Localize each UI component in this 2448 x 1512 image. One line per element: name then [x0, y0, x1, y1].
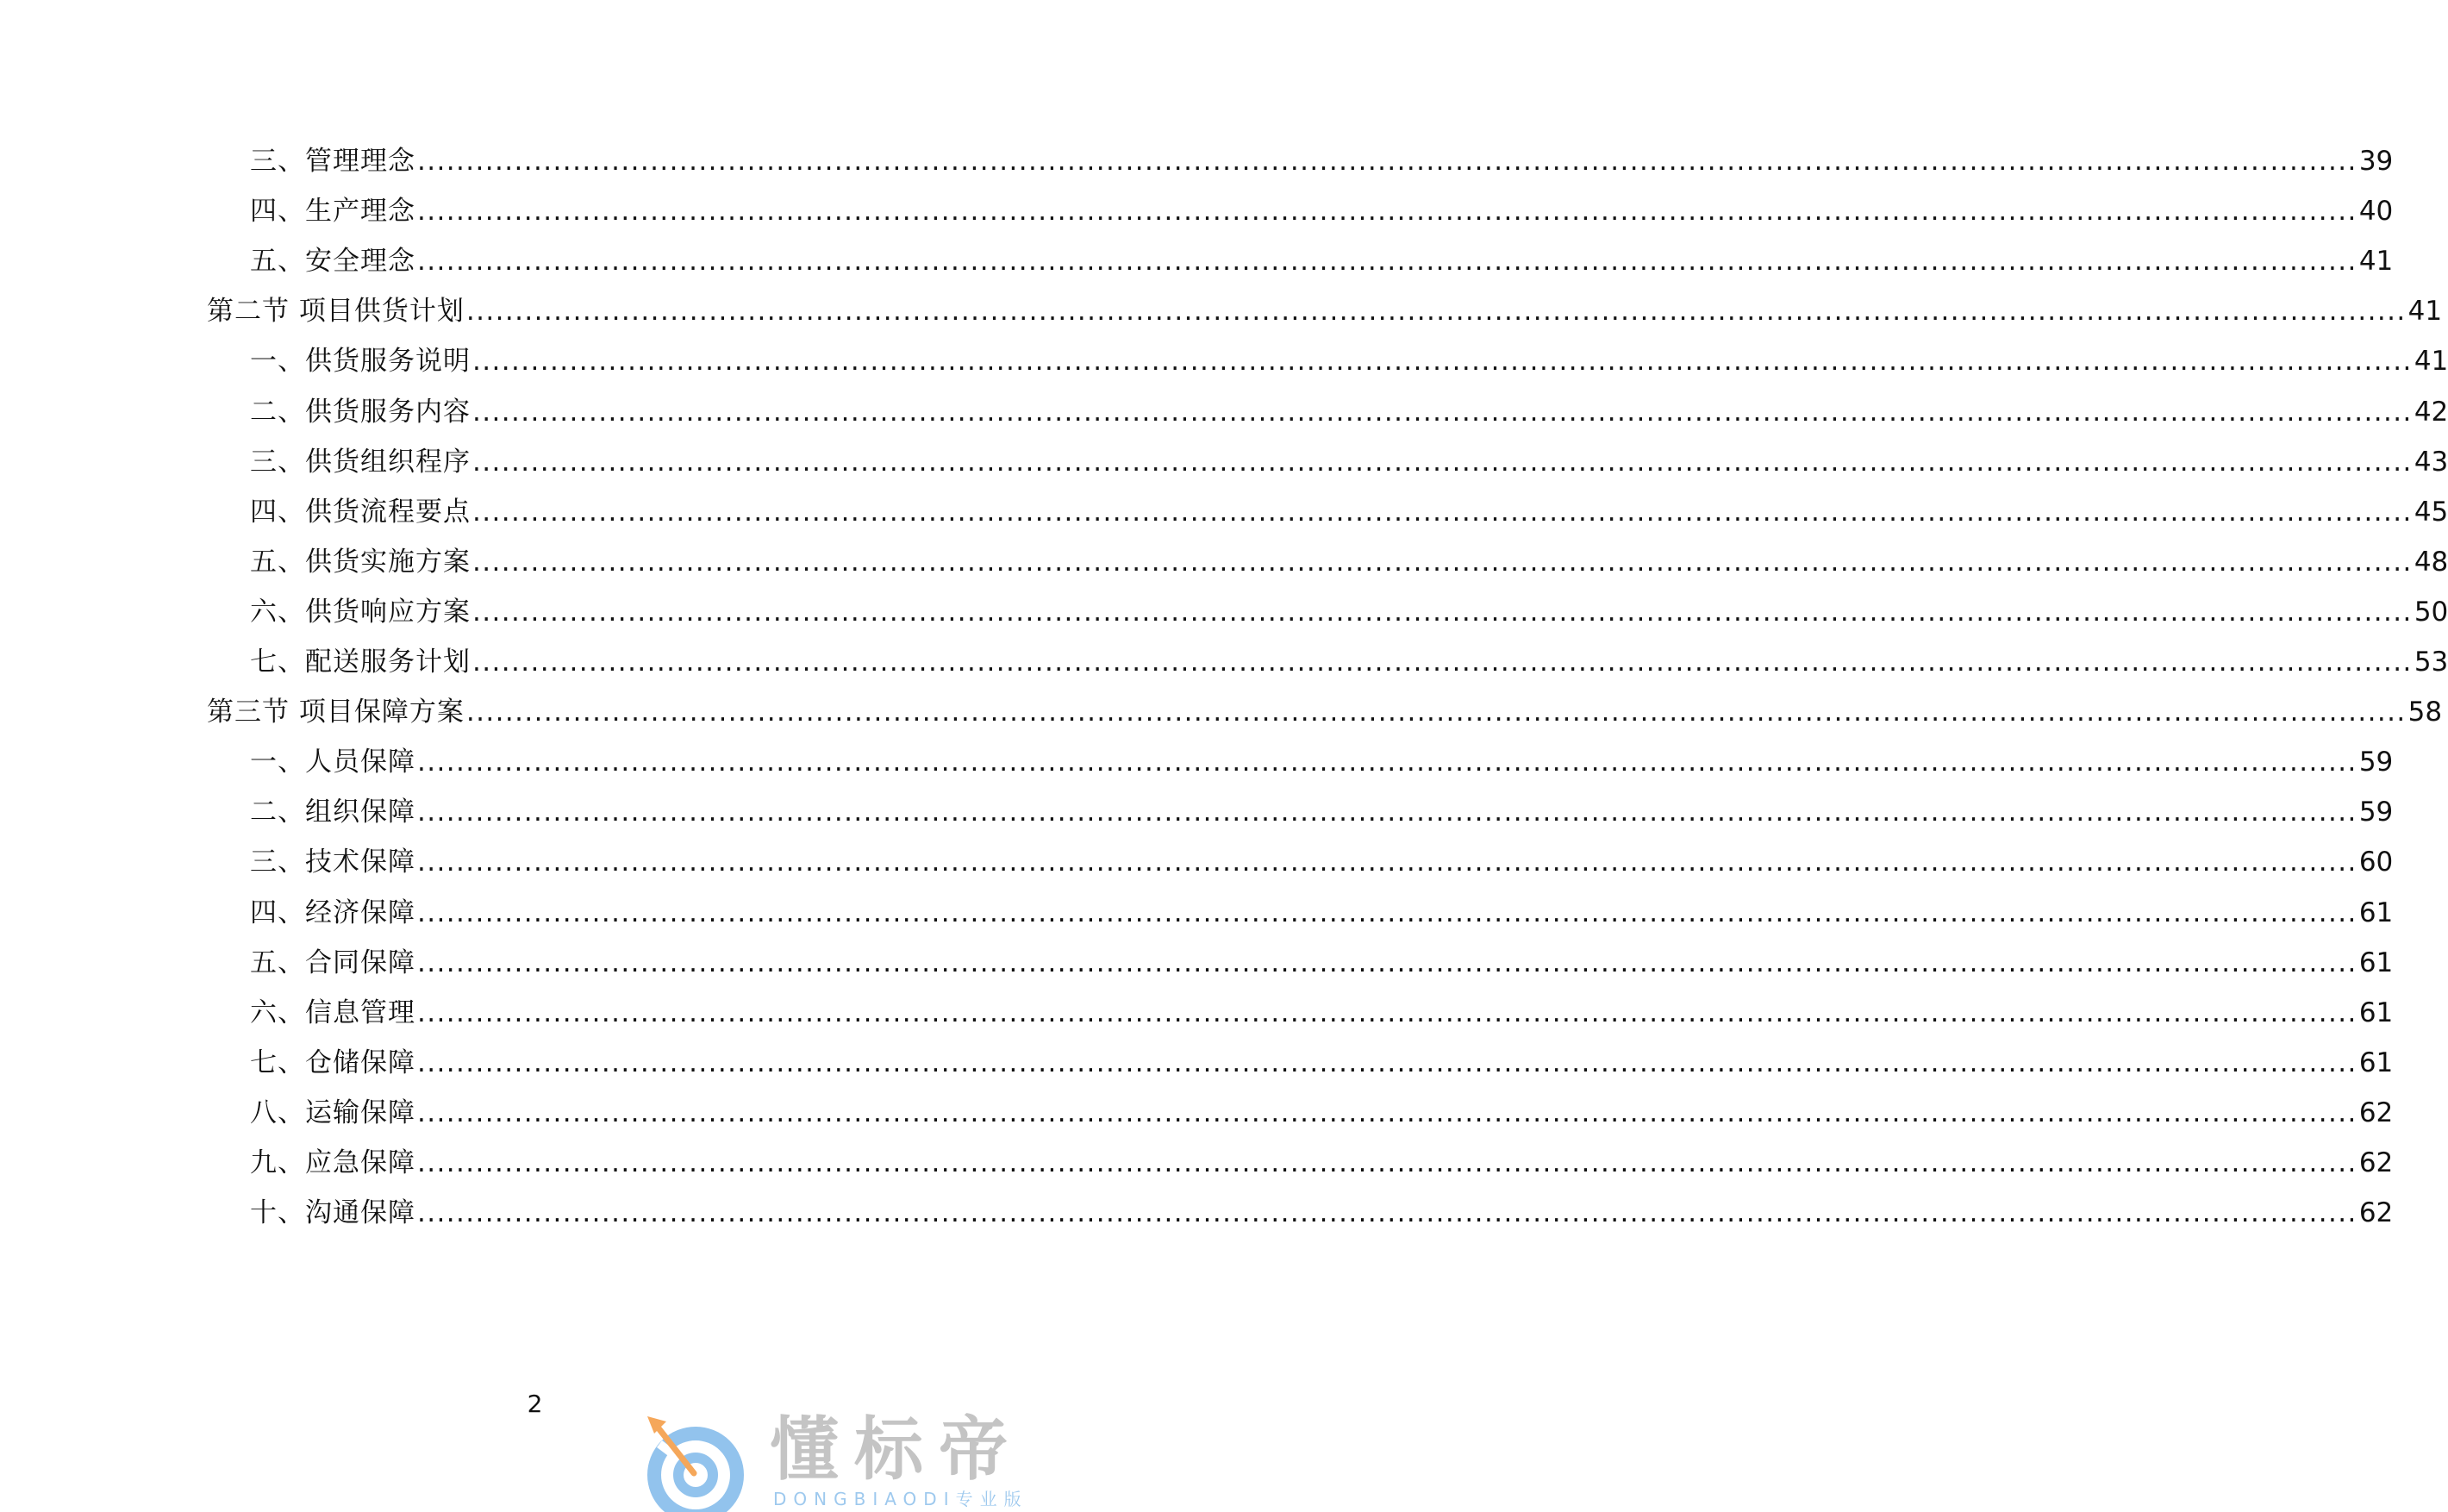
toc-entry-page: 59 [2358, 747, 2394, 778]
toc-entry-label: 四、经济保障 [250, 897, 415, 928]
toc-entry-label: 五、合同保障 [250, 947, 415, 978]
watermark-brand-text: 懂标帝 [770, 1409, 1023, 1490]
toc-entry[interactable] [250, 1094, 2394, 1132]
toc-dot-leader: ........................................................................................................................................................................................................ [472, 497, 2413, 528]
toc-entry-label: 二、组织保障 [250, 797, 415, 828]
toc-entry[interactable] [250, 342, 2448, 380]
toc-entry-label: 一、供货服务说明 [250, 346, 471, 377]
toc-dot-leader: ........................................................................................................................................................................................................ [417, 146, 2357, 177]
toc-entry-label: 一、人员保障 [250, 747, 415, 778]
toc-entry-label: 第二节 项目供货计划 [207, 296, 465, 327]
toc-entry-page: 48 [2414, 547, 2448, 578]
toc-entry-label: 第三节 项目保障方案 [207, 697, 465, 728]
toc-dot-leader: ........................................................................................................................................................................................................ [417, 997, 2357, 1028]
toc-dot-leader: ........................................................................................................................................................................................................ [465, 697, 2407, 728]
toc-entry-label: 八、运输保障 [250, 1097, 415, 1128]
toc-entry[interactable] [250, 393, 2448, 431]
toc-entry-label: 六、信息管理 [250, 997, 415, 1028]
toc-entry-label: 七、配送服务计划 [250, 647, 471, 678]
toc-dot-leader: ........................................................................................................................................................................................................ [417, 1147, 2357, 1178]
toc-entry[interactable] [250, 1044, 2394, 1082]
toc-entry-page: 43 [2414, 447, 2448, 478]
toc-dot-leader: ........................................................................................................................................................................................................ [417, 1047, 2357, 1078]
toc-entry-label: 三、供货组织程序 [250, 447, 471, 478]
toc-dot-leader: ........................................................................................................................................................................................................ [417, 747, 2357, 778]
toc-entry-page: 59 [2358, 797, 2394, 828]
toc-dot-leader: ........................................................................................................................................................................................................ [472, 397, 2413, 428]
toc-entry-page: 61 [2358, 947, 2394, 978]
toc-entry[interactable] [250, 242, 2394, 280]
toc-entry-label: 二、供货服务内容 [250, 397, 471, 428]
toc-entry-page: 58 [2407, 697, 2443, 728]
toc-dot-leader: ........................................................................................................................................................................................................ [472, 597, 2413, 628]
toc-entry[interactable] [250, 743, 2394, 781]
toc-entry-label: 三、技术保障 [250, 847, 415, 878]
toc-entry[interactable] [207, 292, 2443, 330]
toc-entry[interactable] [250, 593, 2448, 631]
toc-dot-leader: ........................................................................................................................................................................................................ [472, 547, 2413, 578]
toc-dot-leader: ........................................................................................................................................................................................................ [417, 947, 2357, 978]
toc-dot-leader: ........................................................................................................................................................................................................ [417, 847, 2357, 878]
toc-entry[interactable] [250, 192, 2394, 230]
toc-dot-leader: ........................................................................................................................................................................................................ [417, 196, 2357, 227]
toc-entry-page: 41 [2407, 296, 2443, 327]
toc-entry[interactable] [250, 793, 2394, 831]
target-arrow-icon [642, 1409, 763, 1512]
toc-entry-page: 61 [2358, 897, 2394, 928]
toc-entry[interactable] [250, 493, 2448, 531]
toc-entry-page: 53 [2414, 647, 2448, 678]
toc-entry[interactable] [207, 693, 2443, 731]
toc-entry[interactable] [250, 1144, 2394, 1182]
toc-entry-page: 39 [2358, 146, 2394, 177]
toc-entry-page: 42 [2414, 397, 2448, 428]
toc-entry[interactable] [250, 843, 2394, 881]
toc-dot-leader: ........................................................................................................................................................................................................ [472, 647, 2413, 678]
toc-entry-label: 五、安全理念 [250, 246, 415, 277]
toc-entry[interactable] [250, 643, 2448, 681]
toc-entry-label: 五、供货实施方案 [250, 547, 471, 578]
toc-entry-label: 四、生产理念 [250, 196, 415, 227]
toc-entry[interactable] [250, 543, 2448, 581]
toc-entry-page: 62 [2358, 1197, 2394, 1228]
toc-entry-page: 40 [2358, 196, 2394, 227]
toc-entry-page: 41 [2414, 346, 2448, 377]
toc-dot-leader: ........................................................................................................................................................................................................ [465, 296, 2407, 327]
toc-entry[interactable] [250, 894, 2394, 932]
toc-entry[interactable] [250, 944, 2394, 982]
toc-dot-leader: ........................................................................................................................................................................................................ [417, 246, 2357, 277]
toc-entry[interactable] [250, 994, 2394, 1032]
toc-entry-page: 41 [2358, 246, 2394, 277]
toc-entry-page: 62 [2358, 1147, 2394, 1178]
toc-entry-label: 七、仓储保障 [250, 1047, 415, 1078]
toc-dot-leader: ........................................................................................................................................................................................................ [417, 1097, 2357, 1128]
toc-entry[interactable] [250, 443, 2448, 481]
toc-entry-page: 61 [2358, 1047, 2394, 1078]
toc-entry[interactable] [250, 142, 2394, 180]
page-number: 2 [527, 1390, 543, 1418]
toc-entry-page: 62 [2358, 1097, 2394, 1128]
toc-entry-page: 45 [2414, 497, 2448, 528]
toc-dot-leader: ........................................................................................................................................................................................................ [417, 797, 2357, 828]
toc-entry-page: 60 [2358, 847, 2394, 878]
watermark-subtitle: DONGBIAODI专业版 [773, 1489, 1028, 1509]
toc-entry-label: 九、应急保障 [250, 1147, 415, 1178]
toc-entry-label: 六、供货响应方案 [250, 597, 471, 628]
toc-dot-leader: ........................................................................................................................................................................................................ [417, 897, 2357, 928]
toc-entry[interactable] [250, 1194, 2394, 1232]
toc-dot-leader: ........................................................................................................................................................................................................ [472, 346, 2413, 377]
toc-entry-label: 四、供货流程要点 [250, 497, 471, 528]
toc-entry-page: 61 [2358, 997, 2394, 1028]
toc-entry-label: 三、管理理念 [250, 146, 415, 177]
toc-entry-label: 十、沟通保障 [250, 1197, 415, 1228]
toc-dot-leader: ........................................................................................................................................................................................................ [417, 1197, 2357, 1228]
watermark-logo [642, 1409, 1070, 1512]
toc-dot-leader: ........................................................................................................................................................................................................ [472, 447, 2413, 478]
toc-entry-page: 50 [2414, 597, 2448, 628]
